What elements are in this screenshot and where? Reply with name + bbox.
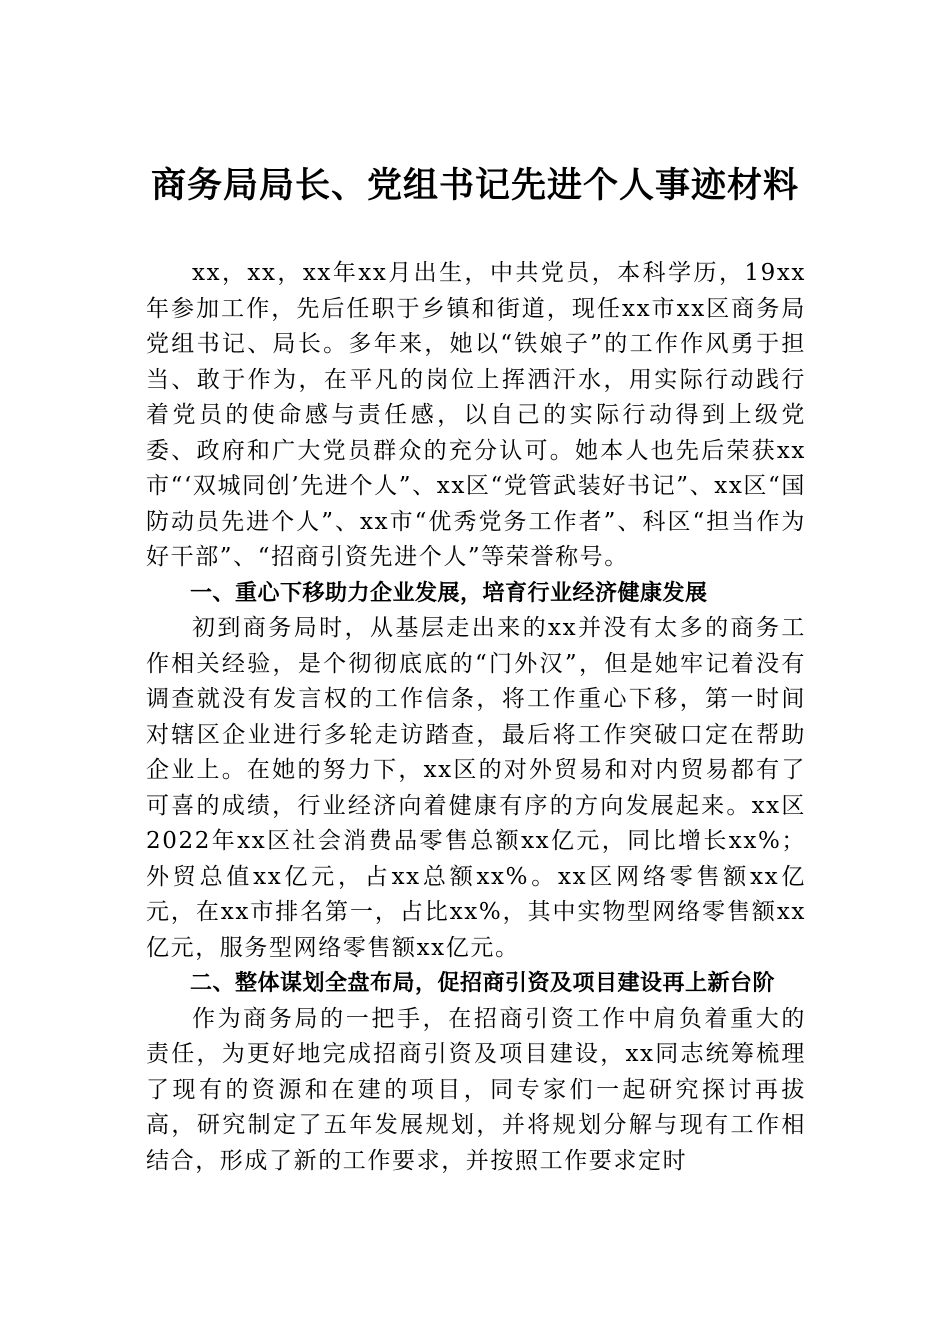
paragraph-section-2: 作为商务局的一把手，在招商引资工作中肩负着重大的责任，为更好地完成招商引资及项目建设，xx同志统筹梳理了现有的资源和在建的项目，同专家们一起研究探讨再拔高，研究制定了五年发展规划，并将规划分解与现有工作相结合，形成了新的工作要求，并按照工作要求定时 — [146, 1005, 806, 1174]
document-title: 商务局局长、党组书记先进个人事迹材料 — [150, 165, 799, 206]
paragraph-section-1: 初到商务局时，从基层走出来的xx并没有太多的商务工作相关经验，是个彻彻底底的“门外汉”，但是她牢记着没有调查就没有发言权的工作信条，将工作重心下移，第一时间对辖区企业进行多轮走访踏查，最后将工作突破口定在帮助企业上。在她的努力下，xx区的对外贸易和对内贸易都有了可喜的成绩，行业经济向着健康有序的方向发展起来。xx区2022年xx区社会消费品零售总额xx亿元，同比增长xx%；外贸总值xx亿元，占xx总额xx%。xx区网络零售额xx亿元，在xx市排名第一，占比xx%，其中实物型网络零售额xx亿元，服务型网络零售额xx亿元。 — [146, 615, 806, 961]
section-heading-1: 一、重心下移助力企业发展，培育行业经济健康发展 — [190, 580, 708, 606]
paragraph-intro: xx，xx，xx年xx月出生，中共党员，本科学历，19xx年参加工作，先后任职于乡镇和街道，现任xx市xx区商务局党组书记、局长。多年来，她以“铁娘子”的工作作风勇于担当、敢于作为，在平凡的岗位上挥洒汗水，用实际行动践行着党员的使命感与责任感，以自己的实际行动得到上级党委、政府和广大党员群众的充分认可。她本人也先后荣获xx市“‘双城同创’先进个人”、xx区“党管武装好书记”、xx区“国防动员先进个人”、xx市“优秀党务工作者”、科区“担当作为好干部”、“招商引资先进个人”等荣誉称号。 — [146, 260, 806, 570]
section-heading-2: 二、整体谋划全盘布局，促招商引资及项目建设再上新台阶 — [190, 971, 776, 996]
document-body — [146, 256, 806, 1179]
